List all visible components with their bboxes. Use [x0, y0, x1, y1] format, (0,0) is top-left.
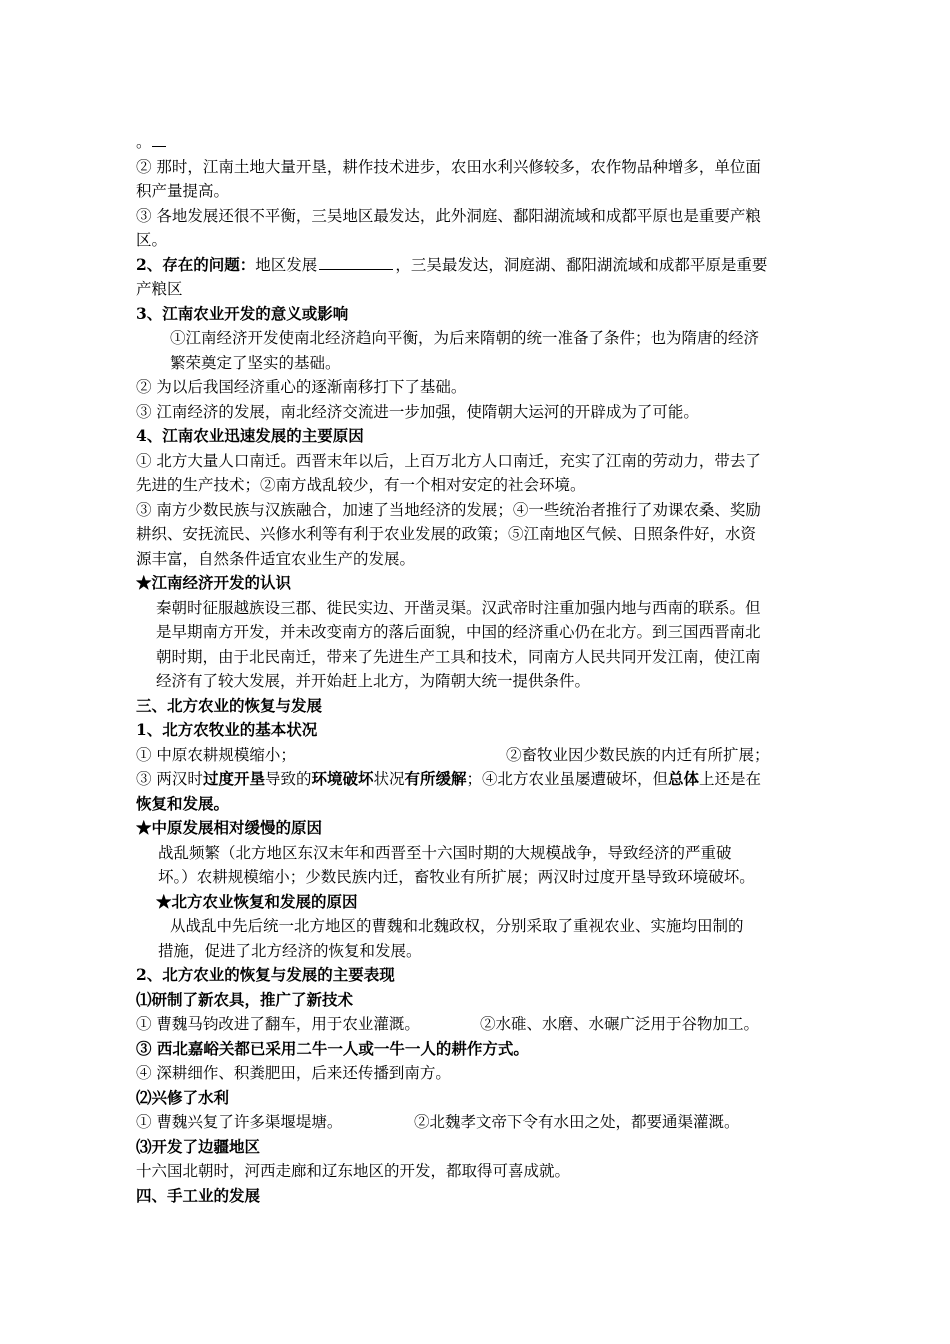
section-heading: ⑶开发了边疆地区: [136, 1136, 261, 1156]
section-heading: 2、北方农业的恢复与发展的主要表现: [136, 965, 395, 984]
text-line: 恢复和发展。: [136, 793, 230, 813]
text-line: 积产量提高。: [136, 182, 230, 200]
text-line: ④ 深耕细作、积粪肥田，后来还传播到南方。: [136, 1064, 451, 1082]
text-line: 。: [136, 130, 816, 155]
text-line: ③ 江南经济的发展，南北经济交流进一步加强，使隋朝大运河的开辟成为了可能。: [136, 402, 699, 421]
text-line: ① 曹魏兴复了许多渠堰堤塘。 ②北魏孝文帝下令有水田之处，都要通渠灌溉。: [136, 1113, 740, 1131]
text-line: 经济有了较大发展，并开始赶上北方，为隋朝大统一提供条件。: [156, 672, 591, 690]
text-line: ①江南经济开发使南北经济趋向平衡，为后来隋朝的统一准备了条件；也为隋唐的经济: [170, 329, 760, 347]
section-heading: 三、北方农业的恢复与发展: [136, 695, 323, 715]
text-line: ② 为以后我国经济重心的逐渐南移打下了基础。: [136, 378, 467, 396]
text-line: 坏。）农耕规模缩小；少数民族内迁，畜牧业有所扩展；两汉时过度开垦导致环境破坏。: [158, 868, 755, 886]
text-line: 耕织、安抚流民、兴修水利等有利于农业发展的政策；⑤江南地区气候、日照条件好，水资: [136, 525, 757, 543]
text-line: 产粮区: [136, 280, 183, 298]
text-line: 朝时期，由于北民南迁，带来了先进生产工具和技术，同南方人民共同开发江南，使江南: [156, 647, 761, 666]
section-heading: ★中原发展相对缓慢的原因: [136, 818, 323, 837]
text-line: 繁荣奠定了坚实的基础。: [170, 353, 341, 372]
text-line: ③ 两汉时过度开垦导致的环境破坏状况有所缓解；④北方农业虽屡遭破坏，但总体上还是在: [136, 769, 762, 788]
text-line: ① 中原农耕规模缩小； ②畜牧业因少数民族的内迁有所扩展；: [136, 745, 770, 764]
section-heading: ⑵兴修了水利: [136, 1087, 230, 1107]
text-line: 是早期南方开发，并未改变南方的落后面貌，中国的经济重心仍在北方。到三国西晋南北: [156, 623, 761, 641]
section-heading: 3、江南农业开发的意义或影响: [136, 303, 349, 323]
text-line: 十六国北朝时，河西走廊和辽东地区的开发，都取得可喜成就。: [136, 1162, 571, 1180]
text-line: 2、存在的问题：地区发展 ，三吴最发达，洞庭湖、鄱阳湖流域和成都平原是重要: [136, 254, 768, 274]
text-line: ① 曹魏马钧改进了翻车，用于农业灌溉。 ②水碓、水磨、水碾广泛用于谷物加工。: [136, 1015, 760, 1033]
text-line: 源丰富，自然条件适宜农业生产的发展。: [136, 549, 416, 568]
text-line: ③ 南方少数民族与汉族融合，加速了当地经济的发展；④一些统治者推行了劝课农桑、奖励: [136, 500, 761, 519]
section-heading: 四、手工业的发展: [136, 1185, 261, 1205]
document-page: [136, 130, 816, 1208]
section-heading: ★江南经济开发的认识: [136, 573, 292, 592]
section-heading: ★北方农业恢复和发展的原因: [156, 891, 358, 911]
text-line: 从战乱中先后统一北方地区的曹魏和北魏政权，分别采取了重视农业、实施均田制的: [170, 917, 744, 935]
text-line: 区。: [136, 231, 168, 249]
text-line: ② 那时，江南土地大量开垦，耕作技术进步，农田水利兴修较多，农作物品种增多，单位面: [136, 157, 761, 176]
text-line: ① 北方大量人口南迁。西晋末年以后，上百万北方人口南迁，充实了江南的劳动力，带去了: [136, 451, 761, 470]
text-line: 战乱频繁（北方地区东汉末年和西晋至十六国时期的大规模战争，导致经济的严重破: [158, 843, 732, 862]
text-line: ③ 各地发展还很不平衡，三吴地区最发达，此外洞庭、鄱阳湖流域和成都平原也是重要产粮: [136, 206, 761, 225]
text-line: 秦朝时征服越族设三郡、徙民实边、开凿灵渠。汉武帝时注重加强内地与西南的联系。但: [156, 598, 761, 617]
section-heading: 4、江南农业迅速发展的主要原因: [136, 426, 364, 445]
text-line: 措施，促进了北方经济的恢复和发展。: [158, 941, 422, 960]
section-heading: 1、北方农牧业的基本状况: [136, 720, 318, 739]
fill-blank: [319, 255, 393, 270]
text-line: 先进的生产技术；②南方战乱较少，有一个相对安定的社会环境。: [136, 476, 586, 494]
text-line: ③ 西北嘉峪关都已采用二牛一人或一牛一人的耕作方式。: [136, 1038, 529, 1058]
section-heading: ⑴研制了新农具，推广了新技术: [136, 989, 354, 1009]
